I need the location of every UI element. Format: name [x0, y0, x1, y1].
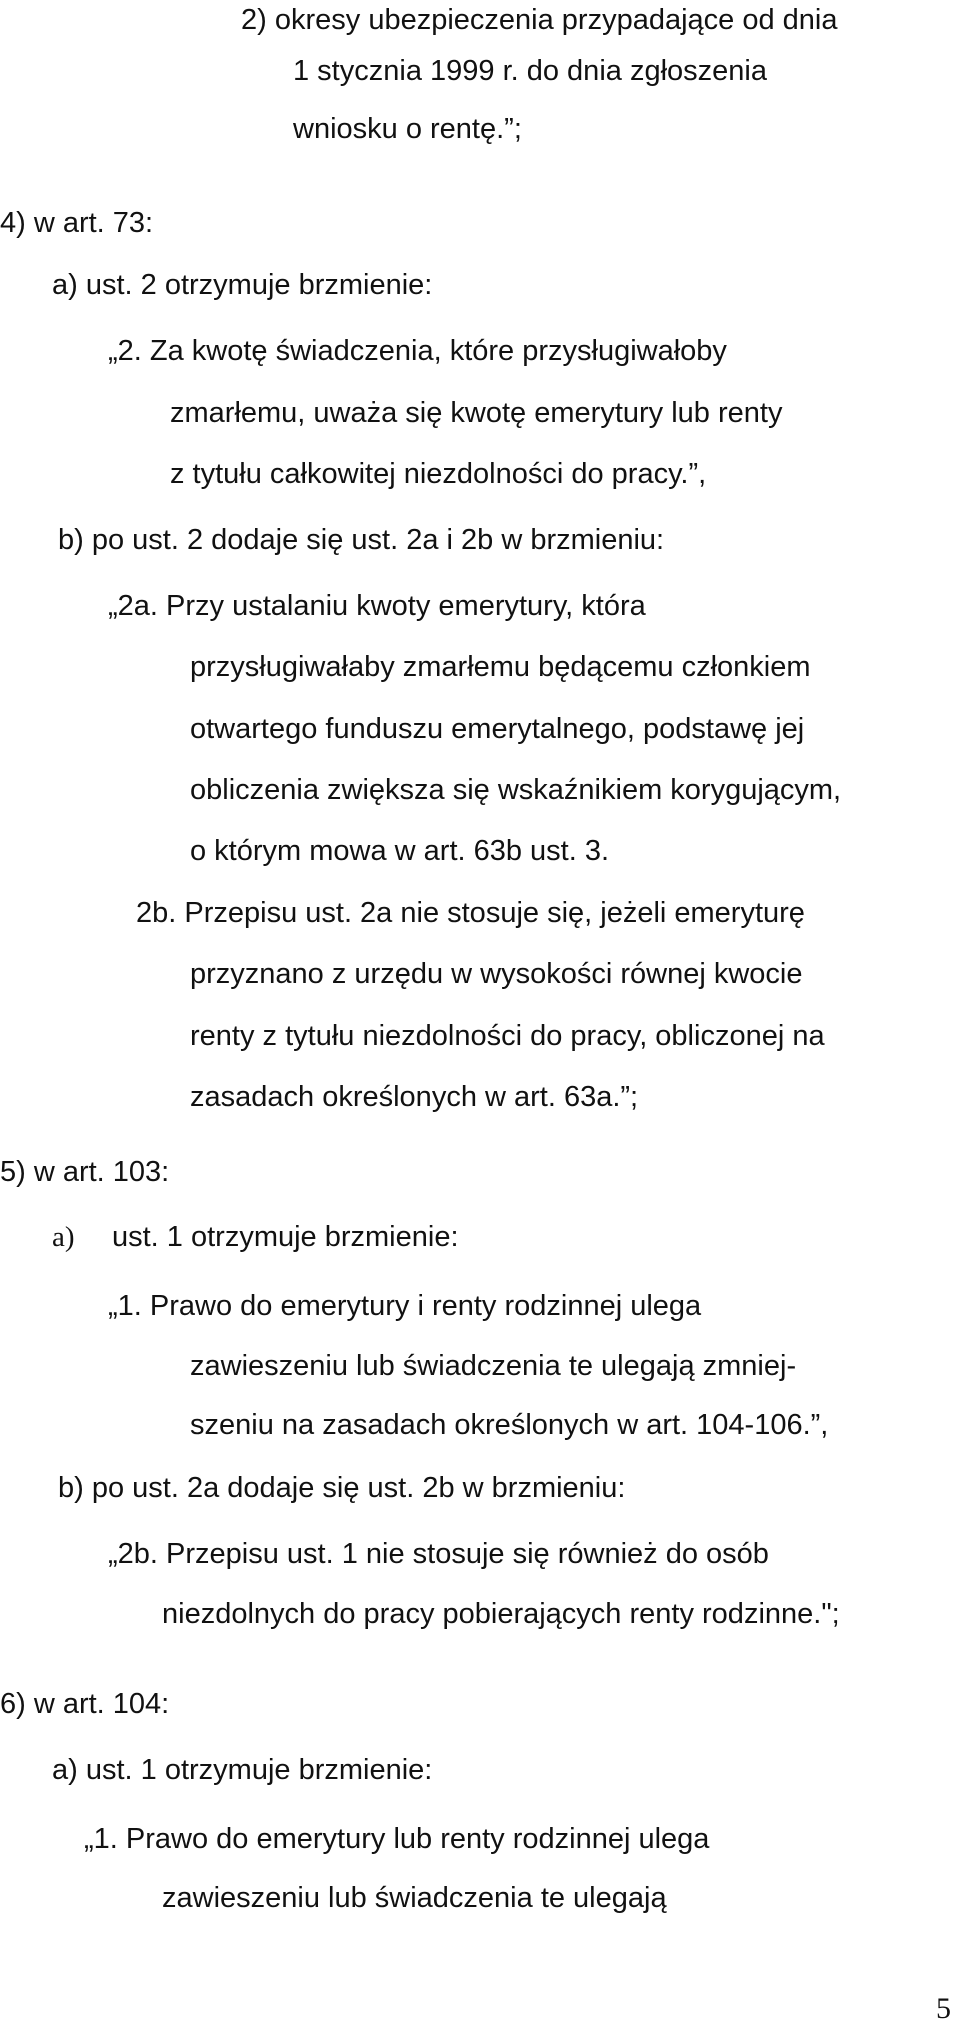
text-line: z tytułu całkowitej niezdolności do pracy.”,: [170, 458, 707, 490]
article-heading: 5) w art. 103:: [0, 1156, 170, 1188]
text-line: szeniu na zasadach określonych w art. 104-106.”,: [190, 1409, 829, 1441]
quoted-provision: „1. Prawo do emerytury i renty rodzinnej ulega: [108, 1290, 702, 1322]
text-line: wniosku o rentę.”;: [293, 113, 522, 145]
text-line: zasadach określonych w art. 63a.”;: [190, 1081, 639, 1113]
quoted-provision: „2a. Przy ustalaniu kwoty emerytury, która: [108, 590, 646, 622]
quoted-provision: 2b. Przepisu ust. 2a nie stosuje się, jeżeli emeryturę: [136, 897, 805, 929]
quoted-provision: „2b. Przepisu ust. 1 nie stosuje się również do osób: [108, 1538, 769, 1570]
text-line: przysługiwałaby zmarłemu będącemu członkiem: [190, 651, 811, 683]
text-line: a) ust. 1 otrzymuje brzmienie:: [52, 1754, 433, 1786]
text-line: zmarłemu, uważa się kwotę emerytury lub renty: [170, 397, 783, 429]
text-line: renty z tytułu niezdolności do pracy, obliczonej na: [190, 1020, 825, 1052]
text-line: b) po ust. 2 dodaje się ust. 2a i 2b w brzmieniu:: [58, 524, 665, 556]
text-line: a) ust. 2 otrzymuje brzmienie:: [52, 269, 433, 301]
quoted-provision: „2. Za kwotę świadczenia, które przysługiwałoby: [108, 335, 727, 367]
text-line: zawieszeniu lub świadczenia te ulegają: [162, 1882, 667, 1914]
list-marker: a): [52, 1221, 75, 1253]
article-heading: 6) w art. 104:: [0, 1688, 170, 1720]
text-line: zawieszeniu lub świadczenia te ulegają zmniej-: [190, 1350, 797, 1382]
page-number: 5: [936, 1992, 951, 2025]
text-line: niezdolnych do pracy pobierających renty rodzinne.";: [162, 1598, 840, 1630]
text-line: o którym mowa w art. 63b ust. 3.: [190, 835, 610, 867]
text-line: b) po ust. 2a dodaje się ust. 2b w brzmieniu:: [58, 1472, 626, 1504]
text-line: otwartego funduszu emerytalnego, podstawę jej: [190, 713, 805, 745]
text-line: 2) okresy ubezpieczenia przypadające od dnia: [241, 4, 838, 36]
text-line: ust. 1 otrzymuje brzmienie:: [112, 1221, 459, 1253]
text-line: obliczenia zwiększa się wskaźnikiem korygującym,: [190, 774, 842, 806]
text-line: 1 stycznia 1999 r. do dnia zgłoszenia: [293, 55, 767, 87]
quoted-provision: „1. Prawo do emerytury lub renty rodzinnej ulega: [84, 1823, 710, 1855]
article-heading: 4) w art. 73:: [0, 207, 154, 239]
text-line: przyznano z urzędu w wysokości równej kwocie: [190, 958, 803, 990]
